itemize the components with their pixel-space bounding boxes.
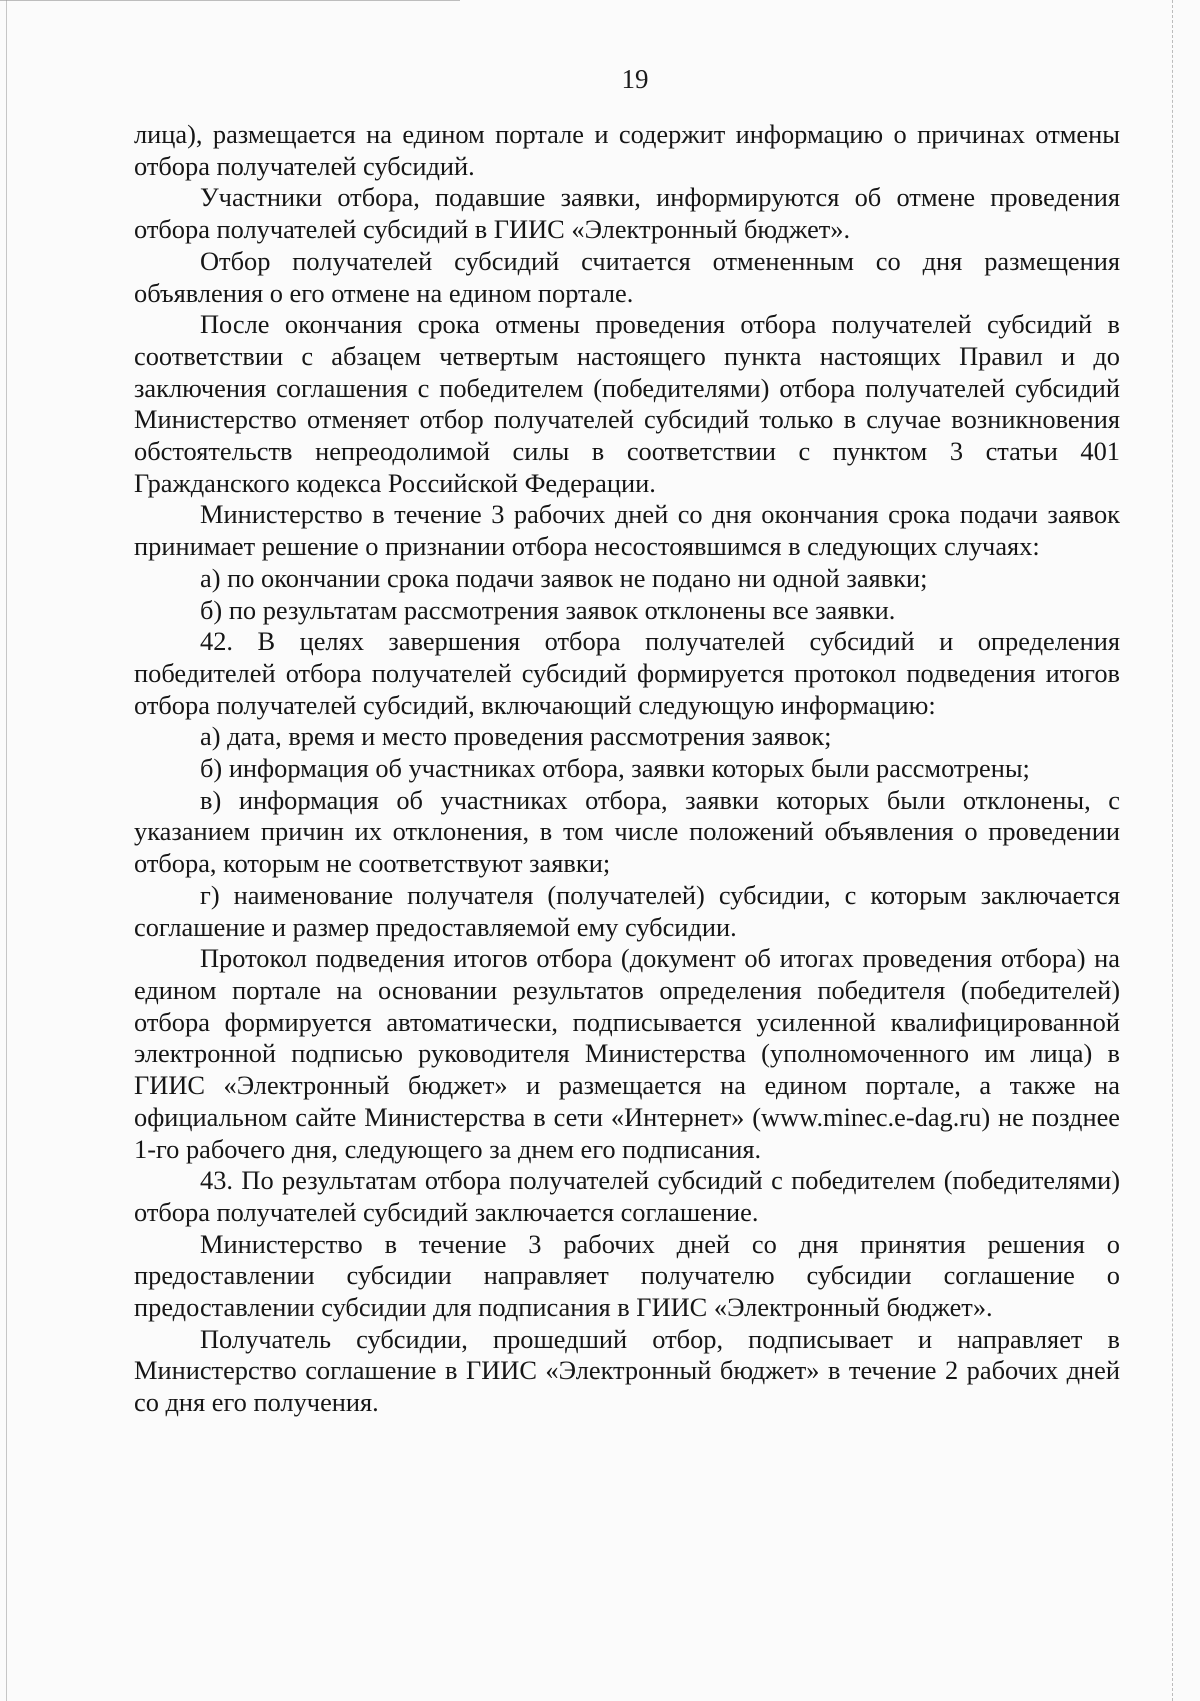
paragraph-protocol: Протокол подведения итогов отбора (документ об итогах проведения отбора) на едином портале на основании результатов определения победителя (победителей) отбора формируется автоматически, подписывается усиленной квалифицированной электронной подписью руководителя Министерства (уполномоченного им лица) в ГИИС «Электронный бюджет» и размещается на едином портале, а также на официальном сайте Министерства в сети «Интернет» (www.minec.e-dag.ru) не позднее 1-го рабочего дня, следующего за днем его подписания. [134, 943, 1120, 1164]
scan-edge-right [1172, 0, 1173, 1701]
paragraph-ministry-agreement: Министерство в течение 3 рабочих дней со дня принятия решения о предоставлении субсидии направляет получателю субсидии соглашение о предоставлении субсидии для подписания в ГИИС «Электронный бюджет». [134, 1228, 1120, 1323]
paragraph-1: лица), размещается на едином портале и содержит информацию о причинах отмены отбора получателей субсидий. [134, 119, 1120, 181]
page-number: 19 [621, 64, 649, 94]
scan-edge-top [0, 0, 460, 1]
list-item-b-1: б) по результатам рассмотрения заявок отклонены все заявки. [200, 594, 896, 625]
paragraph-recipient-signs: Получатель субсидии, прошедший отбор, подписывает и направляет в Министерство соглашение в ГИИС «Электронный бюджет» в течение 2 рабочих дней со дня его получения. [134, 1323, 1120, 1418]
list-item-v: в) информация об участниках отбора, заявки которых были отклонены, с указанием причин их отклонения, в том числе положений объявления о проведении отбора, которым не соответствуют заявки; [134, 784, 1120, 879]
document-body [134, 119, 1120, 1419]
list-item-g: г) наименование получателя (получателей) субсидии, с которым заключается соглашение и размер предоставляемой ему субсидии. [134, 879, 1120, 942]
list-item-a-2: а) дата, время и место проведения рассмотрения заявок; [200, 721, 832, 752]
paragraph-5: Министерство в течение 3 рабочих дней со дня окончания срока подачи заявок принимает решение о признании отбора несостоявшимся в следующих случаях: [134, 499, 1120, 562]
paragraph-3: Отбор получателей субсидий считается отмененным со дня размещения объявления о его отмене на едином портале. [134, 245, 1120, 308]
paragraph-43: 43. По результатам отбора получателей субсидий с победителем (победителями) отбора получателей субсидий заключается соглашение. [134, 1165, 1120, 1227]
paragraph-42: 42. В целях завершения отбора получателей субсидий и определения победителей отбора получателей субсидий формируется протокол подведения итогов отбора получателей субсидий, включающий следующую информацию: [134, 626, 1120, 720]
list-item-b-2: б) информация об участниках отбора, заявки которых были рассмотрены; [200, 753, 1030, 784]
scan-edge-left [6, 0, 7, 1701]
paragraph-2: Участники отбора, подавшие заявки, информируются об отмене проведения отбора получателей субсидий в ГИИС «Электронный бюджет». [134, 182, 1120, 245]
list-item-a-1: а) по окончании срока подачи заявок не подано ни одной заявки; [200, 562, 928, 593]
paragraph-4: После окончания срока отмены проведения отбора получателей субсидий в соответствии с абзацем четвертым настоящего пункта настоящих Правил и до заключения соглашения с победителем (победителями) отбора получателей субсидий Министерство отменяет отбор получателей субсидий только в случае возникновения обстоятельств непреодолимой силы в соответствии с пунктом 3 статьи 401 Гражданского кодекса Российской Федерации. [134, 309, 1120, 498]
